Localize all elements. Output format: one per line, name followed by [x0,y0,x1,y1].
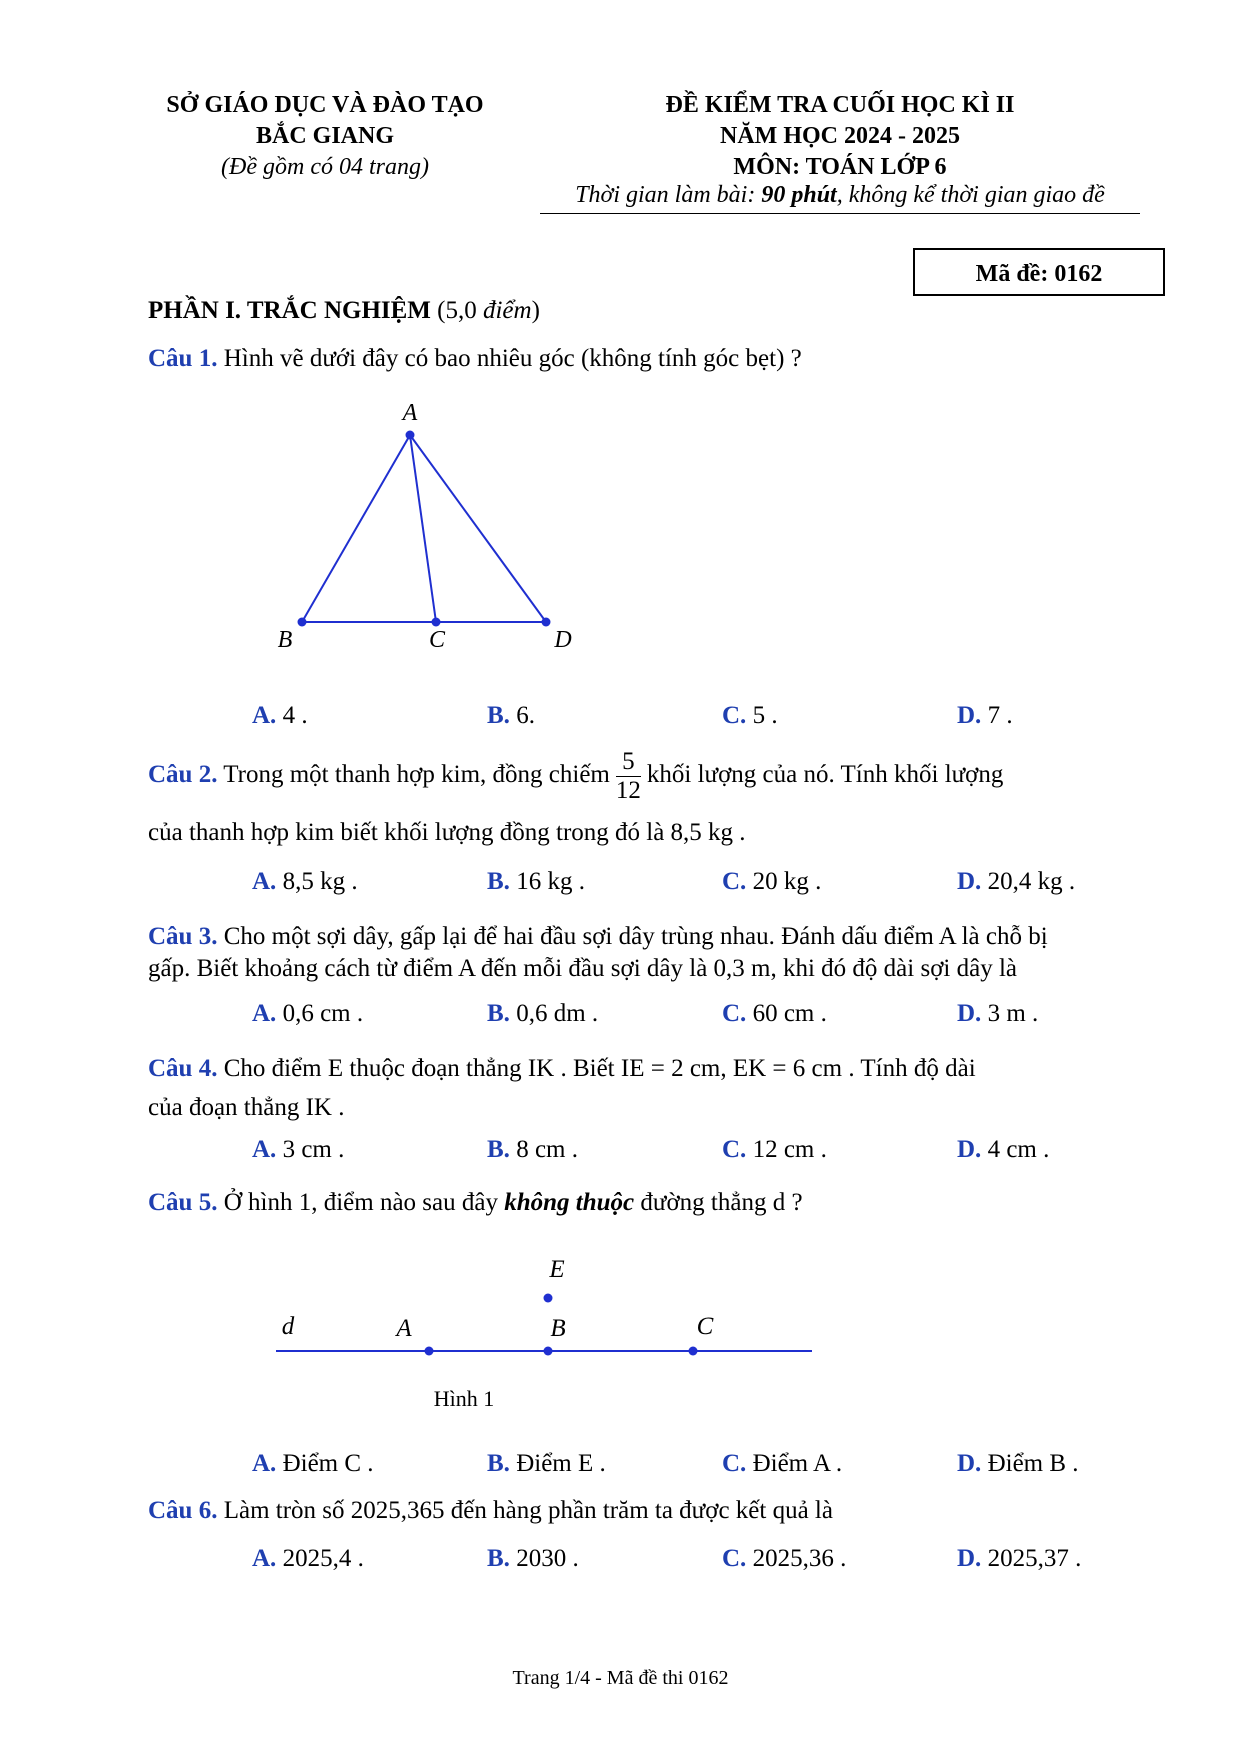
option-text: Điểm E . [509,1450,606,1477]
option-letter: A. [252,1000,277,1027]
triangle-figure [260,395,600,660]
q1-option-c[interactable] [722,702,778,730]
option-text: 8 cm . [509,1136,578,1163]
q6-option-c[interactable] [722,1545,846,1573]
q4-option-b[interactable] [487,1136,578,1164]
question-1-label: Câu 1. [148,345,218,372]
point-a [425,1347,434,1356]
label-c: C [428,627,446,653]
segment-ad [410,435,546,622]
section-points: (5,0 [437,297,483,324]
label-d: D [554,627,572,653]
question-4 [148,1052,1148,1086]
question-2-text-before: Trong một thanh hợp kim, đồng chiếm [217,761,610,789]
exam-title: ĐỀ KIỂM TRA CUỐI HỌC KÌ II [665,92,1015,118]
question-6-label: Câu 6. [148,1497,218,1524]
option-text: 2025,4 . [276,1545,364,1572]
time-suffix: , không kể thời gian giao đề [836,182,1105,208]
page-footer: Trang 1/4 - Mã đề thi 0162 [512,1667,729,1689]
q2-option-c[interactable] [722,868,821,896]
option-text: 6. [509,702,535,729]
figure-caption: Hình 1 [433,1386,495,1411]
label-c: C [696,1313,714,1340]
label-a: A [396,1315,412,1342]
school-year: NĂM HỌC 2024 - 2025 [720,123,960,149]
option-letter: D. [957,1450,982,1477]
segment-ac [410,435,436,622]
q3-option-c[interactable] [722,1000,827,1028]
section-title [148,297,540,325]
question-2 [148,748,1148,805]
option-letter: D. [957,1000,982,1027]
option-letter: C. [722,1136,747,1163]
section-title-text: PHẦN I. TRẮC NGHIỆM [148,297,431,324]
q6-option-a[interactable] [252,1545,364,1573]
option-text: 20,4 kg . [981,868,1076,895]
q6-option-b[interactable] [487,1545,579,1573]
label-e: E [549,1256,565,1283]
label-d: d [281,1313,295,1340]
option-text: 4 cm . [981,1136,1050,1163]
label-a: A [402,400,418,426]
q4-option-d[interactable] [957,1136,1049,1164]
option-letter: C. [722,1450,747,1477]
option-letter: C. [722,1000,747,1027]
question-5-text-after: đường thẳng d ? [634,1189,803,1216]
q3-option-a[interactable] [252,1000,363,1028]
option-text: Điểm B . [981,1450,1079,1477]
time-note [540,182,1140,214]
label-b: B [550,1315,566,1342]
question-3-line1: Cho một sợi dây, gấp lại để hai đầu sợi dây trùng nhau. Đánh dấu điểm A là chỗ bị [217,923,1048,950]
option-text: 2030 . [509,1545,579,1572]
question-6-text: Làm tròn số 2025,365 đến hàng phần trăm ta được kết quả là [217,1497,833,1524]
option-text: 12 cm . [746,1136,827,1163]
question-5-emphasis: không thuộc [504,1189,635,1216]
point-b [544,1347,553,1356]
option-letter: A. [252,1136,277,1163]
fraction-numerator: 5 [616,748,641,777]
question-5-text-before: Ở hình 1, điểm nào sau đây [217,1189,505,1216]
q5-option-a[interactable] [252,1450,374,1478]
option-letter: A. [252,702,277,729]
section-points-word: điểm [482,297,532,324]
point-b [298,618,307,627]
option-letter: D. [957,1545,982,1572]
question-5 [148,1186,1148,1220]
q4-option-a[interactable] [252,1136,344,1164]
option-letter: B. [487,1450,510,1477]
question-6 [148,1494,1148,1528]
question-2-line2: của thanh hợp kim biết khối lượng đồng trong đó là 8,5 kg . [148,819,746,846]
label-b: B [277,627,293,653]
time-value: 90 phút [761,182,837,208]
q3-option-d[interactable] [957,1000,1038,1028]
option-letter: D. [957,1136,982,1163]
q2-option-b[interactable] [487,868,585,896]
point-e [544,1294,553,1303]
option-text: 2025,36 . [746,1545,847,1572]
fraction [616,748,641,805]
option-letter: A. [252,1450,277,1477]
question-3 [148,920,1148,954]
province-name: BẮC GIANG [255,123,394,149]
fraction-denominator: 12 [615,777,641,804]
q1-option-b[interactable] [487,702,535,730]
q1-option-d[interactable] [957,702,1013,730]
page-count-note: (Đề gồm có 04 trang) [221,154,429,180]
question-1-text: Hình vẽ dưới đây có bao nhiêu góc (không tính góc bẹt) ? [217,345,802,372]
point-c [689,1347,698,1356]
option-letter: A. [252,1545,277,1572]
question-5-label: Câu 5. [148,1189,218,1216]
option-text: 16 kg . [509,868,585,895]
header-left [130,90,520,183]
option-text: 8,5 kg . [276,868,358,895]
option-text: 5 . [746,702,778,729]
option-text: 3 m . [981,1000,1039,1027]
option-text: Điểm A . [746,1450,843,1477]
question-4-line1: Cho điểm E thuộc đoạn thẳng IK . Biết IE = 2 cm, EK = 6 cm . Tính độ dài [217,1055,976,1082]
option-letter: C. [722,868,747,895]
q2-option-d[interactable] [957,868,1075,896]
option-letter: D. [957,702,982,729]
point-a [406,431,415,440]
option-text: 2025,37 . [981,1545,1082,1572]
segment-ab [302,435,410,622]
question-1 [148,342,1148,376]
question-3-line2: gấp. Biết khoảng cách từ điểm A đến mỗi đầu sợi dây là 0,3 m, khi đó độ dài sợi dây là [148,955,1018,982]
option-letter: B. [487,868,510,895]
department-name: SỞ GIÁO DỤC VÀ ĐÀO TẠO [166,92,484,118]
subject: MÔN: TOÁN LỚP 6 [733,154,947,180]
option-letter: A. [252,868,277,895]
question-3-label: Câu 3. [148,923,218,950]
option-letter: D. [957,868,982,895]
option-text: 7 . [981,702,1013,729]
point-d [542,618,551,627]
question-2-label: Câu 2. [148,761,218,789]
option-text: 60 cm . [746,1000,827,1027]
option-letter: C. [722,702,747,729]
q2-option-a[interactable] [252,868,358,896]
q5-option-d[interactable] [957,1450,1079,1478]
option-text: 20 kg . [746,868,822,895]
option-text: 4 . [276,702,308,729]
option-text: Điểm C . [276,1450,374,1477]
option-text: 0,6 cm . [276,1000,364,1027]
option-letter: B. [487,1000,510,1027]
option-text: 3 cm . [276,1136,345,1163]
q6-option-d[interactable] [957,1545,1081,1573]
option-letter: B. [487,1136,510,1163]
q4-option-c[interactable] [722,1136,827,1164]
line-figure [270,1245,830,1415]
question-4-line2: của đoạn thẳng IK . [148,1094,345,1121]
question-2-text-after: khối lượng của nó. Tính khối lượng [646,761,1004,789]
header-right [560,90,1120,183]
exam-code-box: Mã đề: 0162 [913,248,1165,296]
option-text: 0,6 dm . [509,1000,599,1027]
q1-option-a[interactable] [252,702,308,730]
q3-option-b[interactable] [487,1000,598,1028]
section-points-close: ) [531,297,540,324]
time-prefix: Thời gian làm bài: [575,182,762,208]
q5-option-b[interactable] [487,1450,606,1478]
option-letter: B. [487,702,510,729]
option-letter: C. [722,1545,747,1572]
point-c [432,618,441,627]
question-4-label: Câu 4. [148,1055,218,1082]
q5-option-c[interactable] [722,1450,842,1478]
option-letter: B. [487,1545,510,1572]
